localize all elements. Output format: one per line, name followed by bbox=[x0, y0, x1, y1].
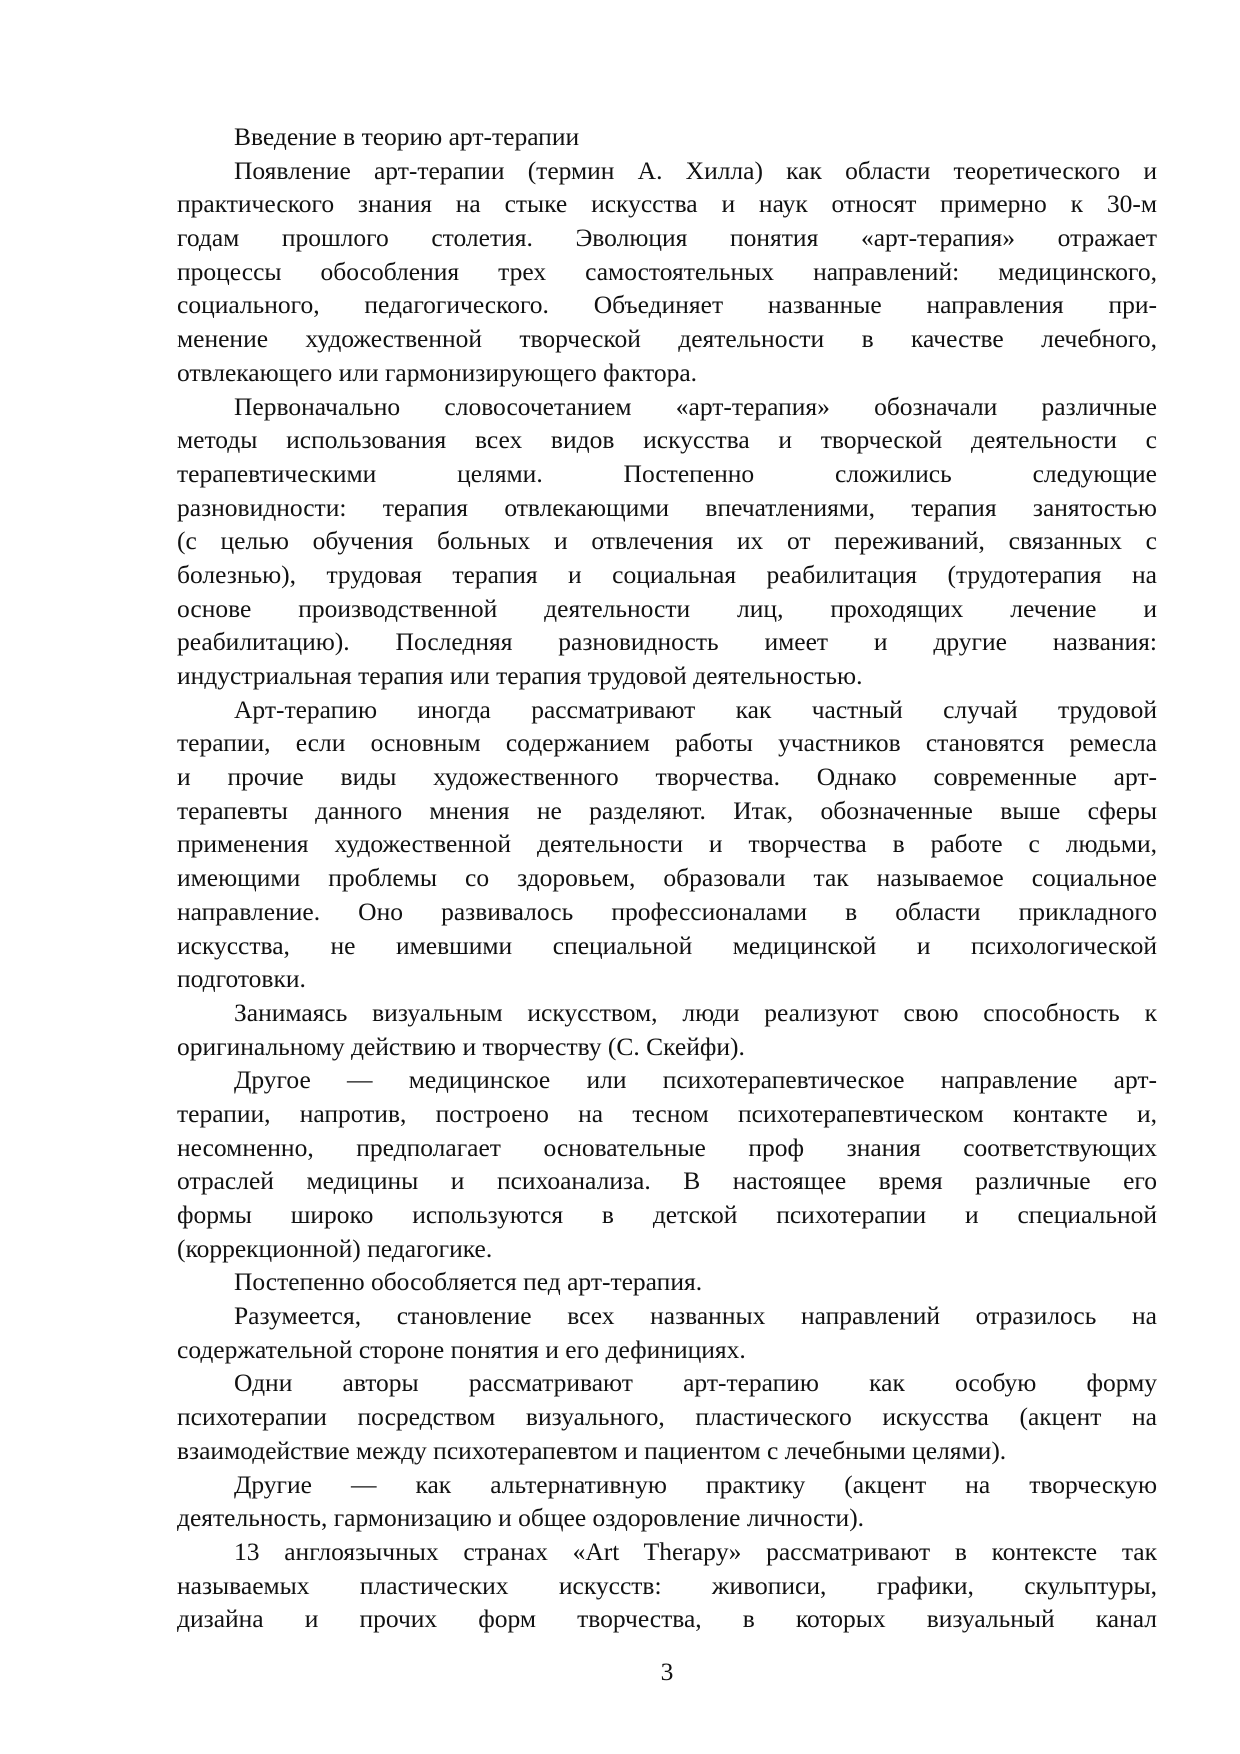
text-line: взаимодействие между психотерапевтом и пациентом с лечебными целями). bbox=[177, 1435, 1007, 1465]
text-line: Другие — как альтернативную практику (акцент на творческую bbox=[234, 1469, 1157, 1499]
text-line: терапевты данного мнения не разделяют. Итак, обозначенные выше сферы bbox=[177, 795, 1157, 825]
text-line: процессы обособления трех самостоятельных направлений: медицинского, bbox=[177, 256, 1157, 286]
paragraph bbox=[177, 1265, 1157, 1299]
text-line: Арт-терапию иногда рассматривают как частный случай трудовой bbox=[234, 694, 1157, 724]
paragraph bbox=[177, 1535, 1157, 1636]
text-line: Разумеется, становление всех названных направлений отразилось на bbox=[234, 1301, 1157, 1331]
paragraph bbox=[177, 1468, 1157, 1535]
text-line: формы широко используются в детской психотерапии и специальной bbox=[177, 1200, 1157, 1229]
text-line: основе производственной деятельности лиц, проходящих лечение и bbox=[177, 593, 1157, 623]
text-line: называемых пластических искусств: живописи, графики, скульптуры, bbox=[177, 1570, 1157, 1600]
text-line: отвлекающего или гармонизирующего фактора. bbox=[177, 357, 698, 387]
text-line: терапии, напротив, построено на тесном психотерапевтическом контакте и, bbox=[177, 1098, 1157, 1128]
text-line: и прочие виды художественного творчества. Однако современные арт- bbox=[177, 762, 1157, 792]
document-body bbox=[177, 120, 1157, 1636]
paragraph bbox=[177, 154, 1157, 390]
text-line: психотерапии посредством визуального, пластического искусства (акцент на bbox=[177, 1402, 1157, 1432]
text-line: болезнью), трудовая терапия и социальная реабилитация (трудотерапия на bbox=[177, 559, 1157, 589]
text-line: отраслей медицины и психоанализа. В настоящее время различные его bbox=[177, 1166, 1157, 1196]
text-line: Другое — медицинское или психотерапевтическое направление арт- bbox=[234, 1065, 1157, 1095]
text-line: искусства, не имевшими специальной медицинской и психологической bbox=[177, 930, 1157, 960]
text-line: менение художественной творческой деятельности в качестве лечебного, bbox=[177, 324, 1157, 354]
text-line: несомненно, предполагает основательные проф знания соответствующих bbox=[177, 1132, 1157, 1162]
text-line: деятельность, гармонизацию и общее оздоровление личности). bbox=[177, 1503, 865, 1533]
paragraph bbox=[177, 1063, 1157, 1265]
text-line: методы использования всех видов искусства и творческой деятельности с bbox=[177, 425, 1157, 455]
paragraph bbox=[177, 996, 1157, 1063]
text-line: содержательной стороне понятия и его дефинициях. bbox=[177, 1334, 746, 1364]
text-line: применения художественной деятельности и творчества в работе с людьми, bbox=[177, 829, 1157, 859]
paragraph bbox=[177, 1366, 1157, 1467]
page-number: 3 bbox=[660, 1657, 674, 1686]
text-line: подготовки. bbox=[177, 964, 306, 994]
paragraph bbox=[177, 390, 1157, 693]
text-line: годам прошлого столетия. Эволюция понятия «арт-терапия» отражает bbox=[177, 223, 1157, 253]
text-line: имеющими проблемы со здоровьем, образовали так называемое социальное bbox=[177, 863, 1157, 893]
text-line: практического знания на стыке искусства и наук относят примерно к 30-м bbox=[177, 189, 1157, 219]
text-line: 13 англоязычных странах «Art Therapy» рассматривают в контексте так bbox=[234, 1536, 1157, 1566]
text-line: Занимаясь визуальным искусством, люди реализуют свою способность к bbox=[234, 997, 1157, 1027]
text-line: социального, педагогического. Объединяет названные направления при- bbox=[177, 290, 1157, 320]
text-line: (с целью обучения больных и отвлечения их от переживаний, связанных с bbox=[177, 526, 1157, 556]
paragraph bbox=[177, 693, 1157, 996]
text-line: направление. Оно развивалось профессионалами в области прикладного bbox=[177, 896, 1157, 926]
text-line: Появление арт-терапии (термин А. Хилла) как области теоретического и bbox=[234, 155, 1157, 185]
text-line: индустриальная терапия или терапия трудовой деятельностью. bbox=[177, 661, 863, 690]
text-line: дизайна и прочих форм творчества, в которых визуальный канал bbox=[177, 1604, 1157, 1634]
text-line: реабилитацию). Последняя разновидность имеет и другие названия: bbox=[177, 627, 1157, 657]
text-line: терапевтическими целями. Постепенно сложились следующие bbox=[177, 458, 1157, 488]
text-line: разновидности: терапия отвлекающими впечатлениями, терапия занятостью bbox=[177, 492, 1157, 522]
text-line: Первоначально словосочетанием «арт-терапия» обозначали различные bbox=[234, 391, 1157, 421]
text-line: (коррекционной) педагогике. bbox=[177, 1233, 493, 1263]
paragraph bbox=[177, 1299, 1157, 1366]
text-line: Одни авторы рассматривают арт-терапию как особую форму bbox=[234, 1368, 1157, 1398]
section-heading bbox=[177, 120, 1157, 154]
text-line: Постепенно обособляется пед арт-терапия. bbox=[234, 1267, 703, 1297]
text-line: Введение в теорию арт-терапии bbox=[234, 122, 580, 151]
text-line: терапии, если основным содержанием работы участников становятся ремесла bbox=[177, 728, 1157, 758]
text-line: оригинальному действию и творчеству (С. Скейфи). bbox=[177, 1031, 745, 1061]
